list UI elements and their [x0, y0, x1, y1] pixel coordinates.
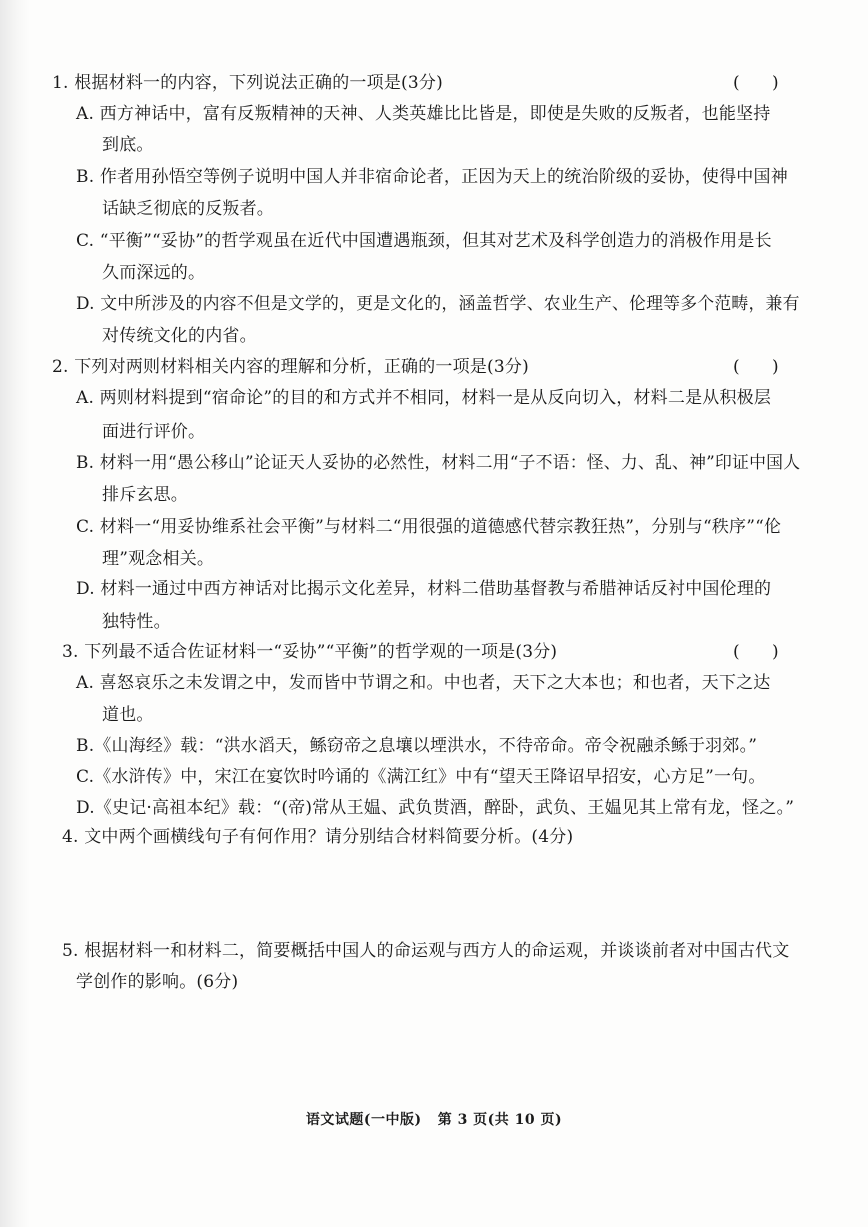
- question-1-answer-bracket: ( ): [733, 73, 779, 93]
- question-3-answer-bracket: ( ): [733, 642, 779, 662]
- question-2-option-b-line-1: B. 材料一用“愚公移山”论证天人妥协的必然性，材料二用“子不语：怪、力、乱、神”印证中国人: [76, 453, 801, 473]
- question-4-stem: 4. 文中两个画横线句子有何作用？请分别结合材料简要分析。(4分): [62, 827, 574, 847]
- question-2-option-d-line-1: D. 材料一通过中西方神话对比揭示文化差异，材料二借助基督教与希腊神话反衬中国伦理的: [76, 579, 772, 599]
- question-1-option-a-line-1: A. 西方神话中，富有反叛精神的天神、人类英雄比比皆是，即使是失败的反叛者，也能坚持: [76, 104, 771, 124]
- question-5-stem-line-2: 学创作的影响。(6分): [76, 972, 239, 992]
- question-1-option-a-line-2: 到底。: [102, 135, 154, 155]
- question-5-stem-line-1: 5. 根据材料一和材料二，简要概括中国人的命运观与西方人的命运观，并谈谈前者对中国古代文: [62, 941, 790, 961]
- question-1-option-b-line-2: 话缺乏彻底的反叛者。: [102, 199, 274, 219]
- question-3-option-d: D.《史记·高祖本纪》载：“(帝)常从王媪、武负贳酒，醉卧，武负、王媪见其上常有龙，怪之。”: [76, 798, 795, 818]
- scan-shadow-edge: [0, 0, 30, 1227]
- question-2-answer-bracket: ( ): [733, 357, 779, 377]
- question-1-option-d-line-1: D. 文中所涉及的内容不但是文学的，更是文化的，涵盖哲学、农业生产、伦理等多个范畴，兼有: [76, 294, 800, 314]
- question-2-option-a-line-1: A. 两则材料提到“宿命论”的目的和方式并不相同，材料一是从反向切入，材料二是从积极层: [76, 388, 772, 408]
- question-2-stem: 2. 下列对两则材料相关内容的理解和分析，正确的一项是(3分): [52, 357, 529, 377]
- question-1-option-c-line-2: 久而深远的。: [102, 263, 206, 283]
- question-2-option-c-line-1: C. 材料一“用妥协维系社会平衡”与材料二“用很强的道德感代替宗教狂热”，分别与“秩序”“伦: [76, 517, 782, 537]
- question-3-stem: 3. 下列最不适合佐证材料一“妥协”“平衡”的哲学观的一项是(3分): [62, 642, 558, 662]
- question-2-option-a-line-2: 面进行评价。: [102, 422, 206, 442]
- question-2-option-b-line-2: 排斥玄思。: [102, 485, 188, 505]
- question-1-option-c-line-1: C. “平衡”“妥协”的哲学观虽在近代中国遭遇瓶颈，但其对艺术及科学创造力的消极作用是长: [76, 231, 772, 251]
- question-1-option-d-line-2: 对传统文化的内省。: [102, 326, 257, 346]
- question-3-option-c: C.《水浒传》中，宋江在宴饮时吟诵的《满江红》中有“望天王降诏早招安，心方足”一句。: [76, 767, 766, 787]
- question-1-option-b-line-1: B. 作者用孙悟空等例子说明中国人并非宿命论者，正因为天上的统治阶级的妥协，使得中国神: [76, 167, 788, 187]
- question-3-option-b: B.《山海经》载：“洪水滔天，鲧窃帝之息壤以堙洪水，不待帝命。帝令祝融杀鲧于羽郊。”: [76, 736, 758, 756]
- question-2-option-d-line-2: 独特性。: [102, 612, 171, 632]
- question-3-option-a-line-2: 道也。: [102, 705, 154, 725]
- question-1-stem: 1. 根据材料一的内容，下列说法正确的一项是(3分): [52, 73, 443, 93]
- page-footer: 语文试题(一中版) 第 3 页(共 10 页): [305, 1112, 563, 1128]
- question-2-option-c-line-2: 理”观念相关。: [102, 549, 215, 569]
- question-3-option-a-line-1: A. 喜怒哀乐之未发谓之中，发而皆中节谓之和。中也者，天下之大本也；和也者，天下之达: [76, 673, 771, 693]
